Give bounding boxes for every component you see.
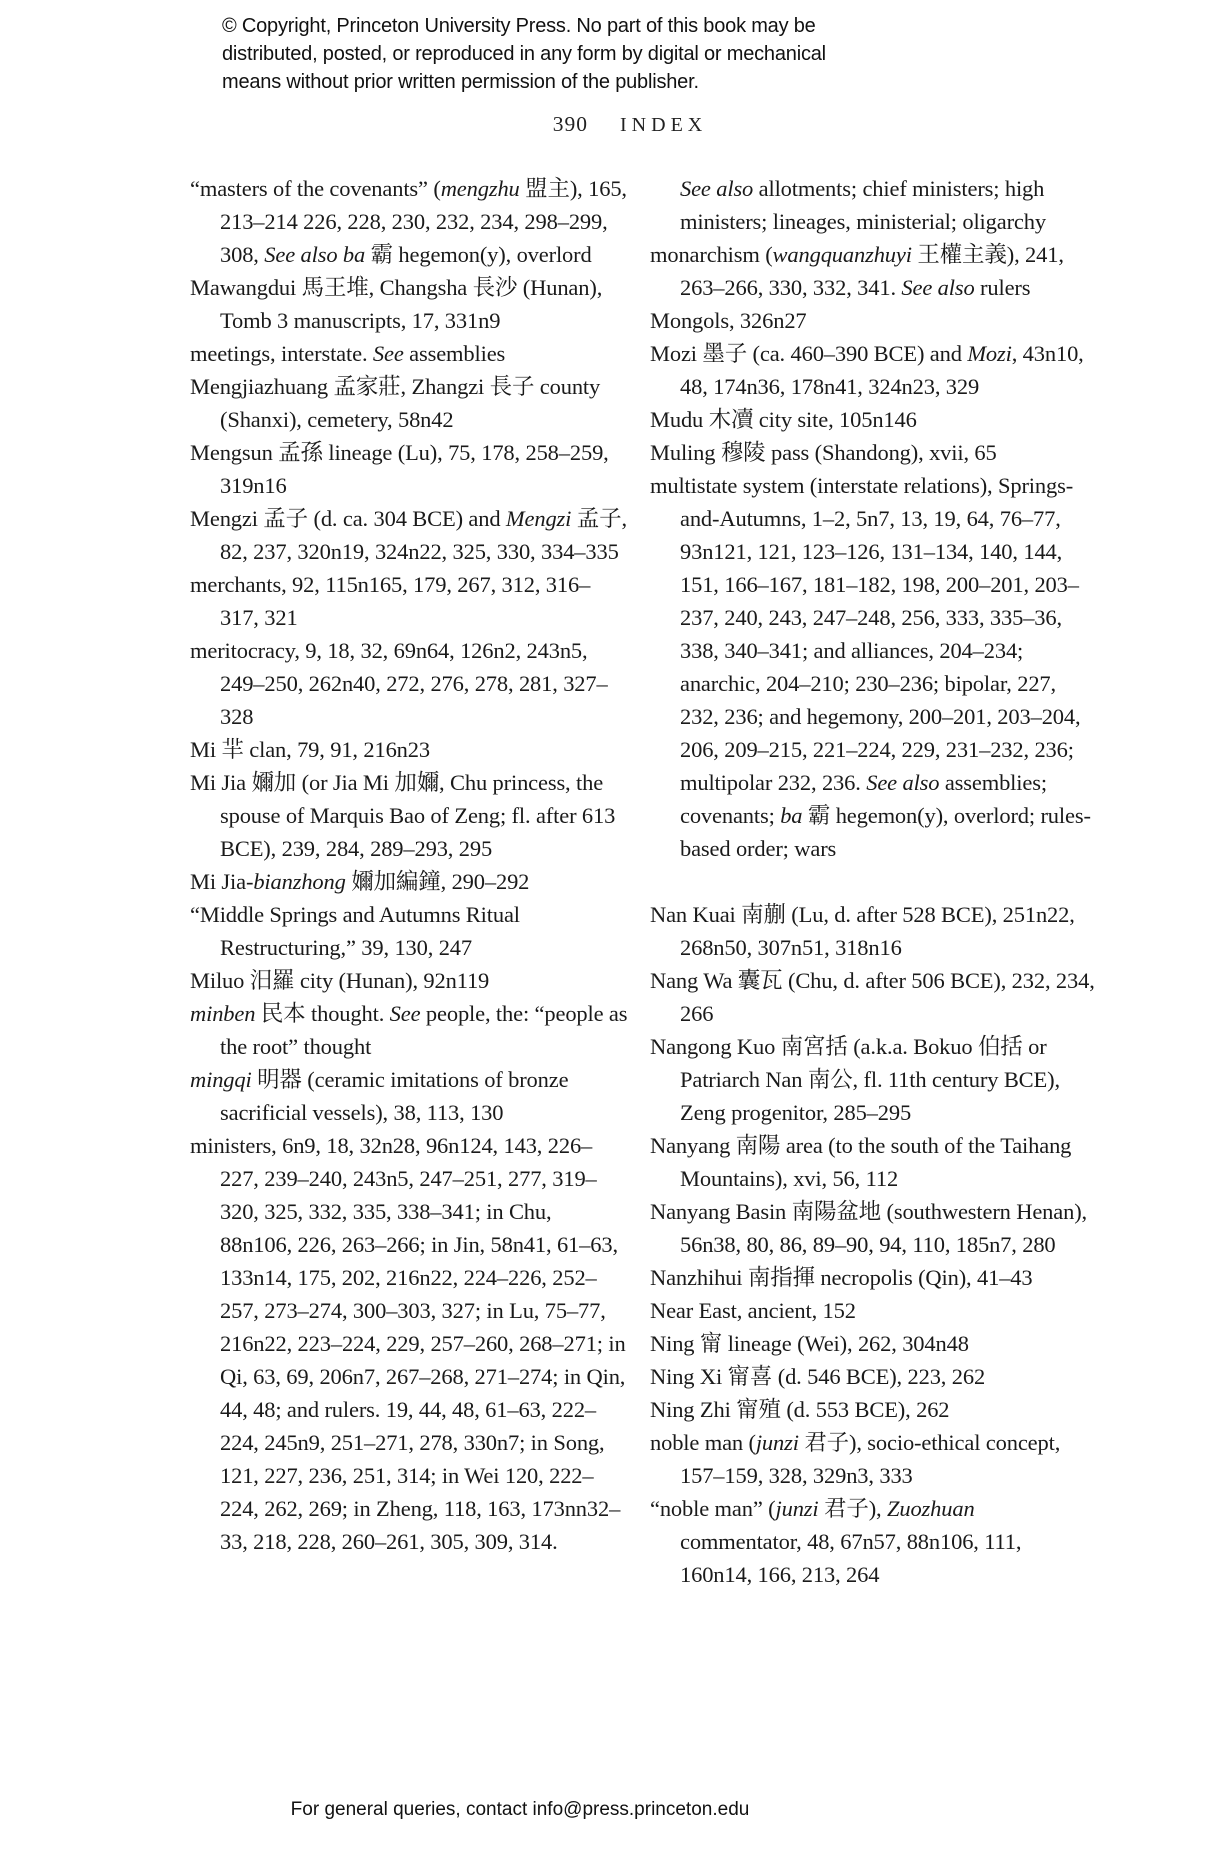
copyright-line: means without prior written permission of the publisher.: [222, 71, 699, 93]
index-entry: merchants, 92, 115n165, 179, 267, 312, 316–317, 321: [190, 572, 591, 630]
copyright-notice: [222, 12, 826, 96]
index-column-left: [190, 172, 628, 1591]
copyright-line: distributed, posted, or reproduced in any form by digital or mechanical: [222, 43, 826, 65]
index-entry: Muling 穆陵 pass (Shandong), xvii, 65: [650, 440, 997, 465]
index-entry: “Middle Springs and Autumns Ritual Restructuring,” 39, 130, 247: [190, 902, 520, 960]
index-entry: Mongols, 326n27: [650, 308, 807, 333]
index-entry: Near East, ancient, 152: [650, 1298, 856, 1323]
index-entry: monarchism (wangquanzhuyi 王權主義), 241, 263–266, 330, 332, 341. See also rulers: [650, 242, 1064, 300]
index-entry: ministers, 6n9, 18, 32n28, 96n124, 143, 226–227, 239–240, 243n5, 247–251, 277, 319–320, 325, 332, 335, 338–341; in Chu, 88n106, 226, 263–266; in Jin, 58n41, 61–63, 133n14, 175, 202, 216n22, 224–226, 252–257, 273–274, 300–303, 327; in Lu, 75–77, 216n22, 223–224, 229, 257–260, 268–271; in Qi, 63, 69, 206n7, 267–268, 271–274; in Qin, 44, 48; and rulers. 19, 44, 48, 61–63, 222–224, 245n9, 251–271, 278, 330n7; in Song, 121, 227, 236, 251, 314; in Wei 120, 222–224, 262, 269; in Zheng, 118, 163, 173nn32–33, 218, 228, 260–261, 305, 309, 314.: [190, 1133, 626, 1554]
index-entry: See also allotments; chief ministers; high ministers; lineages, ministerial; oligarchy: [680, 176, 1046, 234]
index-entry: Nangong Kuo 南宮括 (a.k.a. Bokuo 伯括 or Patriarch Nan 南公, fl. 11th century BCE), Zeng progenitor, 285–295: [650, 1034, 1060, 1125]
index-entry: Mi 羋 clan, 79, 91, 216n23: [190, 737, 430, 762]
running-head: [190, 112, 1070, 137]
index-entry: Miluo 汨羅 city (Hunan), 92n119: [190, 968, 490, 993]
index-entry: mingqi 明器 (ceramic imitations of bronze sacrificial vessels), 38, 113, 130: [190, 1067, 569, 1125]
index-entry: Mengzi 孟子 (d. ca. 304 BCE) and Mengzi 孟子, 82, 237, 320n19, 324n22, 325, 330, 334–335: [190, 506, 627, 564]
index-entry: “masters of the covenants” (mengzhu 盟主), 165, 213–214 226, 228, 230, 232, 234, 298–299, 308, See also ba 霸 hegemon(y), overlord: [190, 176, 627, 267]
index-entry: Nang Wa 囊瓦 (Chu, d. after 506 BCE), 232, 234, 266: [650, 968, 1095, 1026]
index-entry: Mengjiazhuang 孟家莊, Zhangzi 長子 county (Shanxi), cemetery, 58n42: [190, 374, 601, 432]
index-entry: “noble man” (junzi 君子), Zuozhuan commentator, 48, 67n57, 88n106, 111, 160n14, 166, 213, 264: [650, 1496, 1022, 1587]
index-entry: Nanyang 南陽 area (to the south of the Taihang Mountains), xvi, 56, 112: [650, 1133, 1072, 1191]
page-number: 390: [552, 112, 589, 136]
index-entry: Ning Xi 甯喜 (d. 546 BCE), 223, 262: [650, 1364, 986, 1389]
index-entry: Nan Kuai 南蒯 (Lu, d. after 528 BCE), 251n22, 268n50, 307n51, 318n16: [650, 902, 1075, 960]
index-entry: Mawangdui 馬王堆, Changsha 長沙 (Hunan), Tomb 3 manuscripts, 17, 331n9: [190, 275, 603, 333]
index-entry: Mudu 木凟 city site, 105n146: [650, 407, 917, 432]
index-entry: Nanzhihui 南指揮 necropolis (Qin), 41–43: [650, 1265, 1033, 1290]
section-title: INDEX: [620, 114, 708, 136]
footer-contact: For general queries, contact info@press.princeton.edu: [290, 1799, 750, 1820]
index-entry: meetings, interstate. See assemblies: [190, 341, 506, 366]
index-entry: Ning Zhi 甯殖 (d. 553 BCE), 262: [650, 1397, 950, 1422]
index-entry: Mi Jia 嬭加 (or Jia Mi 加嬭, Chu princess, the spouse of Marquis Bao of Zeng; fl. after 613 BCE), 239, 284, 289–293, 295: [190, 770, 616, 861]
index-column-right: [650, 172, 1098, 1591]
index-entry: meritocracy, 9, 18, 32, 69n64, 126n2, 243n5, 249–250, 262n40, 272, 276, 278, 281, 327–328: [190, 638, 608, 729]
index-columns: [190, 172, 1098, 1591]
index-entry: Mozi 墨子 (ca. 460–390 BCE) and Mozi, 43n10, 48, 174n36, 178n41, 324n23, 329: [650, 341, 1084, 399]
index-entry: minben 民本 thought. See people, the: “people as the root” thought: [190, 1001, 628, 1059]
index-entry: noble man (junzi 君子), socio-ethical concept, 157–159, 328, 329n3, 333: [650, 1430, 1061, 1488]
index-entry: Mi Jia-bianzhong 嬭加編鐘, 290–292: [190, 869, 530, 894]
index-entry: Ning 甯 lineage (Wei), 262, 304n48: [650, 1331, 969, 1356]
copyright-line: © Copyright, Princeton University Press. No part of this book may be: [222, 15, 816, 37]
index-entry: multistate system (interstate relations), Springs-and-Autumns, 1–2, 5n7, 13, 19, 64, 76–77, 93n121, 121, 123–126, 131–134, 140, 144, 151, 166–167, 181–182, 198, 200–201, 203–237, 240, 243, 247–248, 256, 333, 335–36, 338, 340–341; and alliances, 204–234; anarchic, 204–210; 230–236; bipolar, 227, 232, 236; and hegemony, 200–201, 203–204, 206, 209–215, 221–224, 229, 231–232, 236; multipolar 232, 236. See also assemblies; covenants; ba 霸 hegemon(y), overlord; rules-based order; wars: [650, 473, 1091, 861]
index-entry: Nanyang Basin 南陽盆地 (southwestern Henan), 56n38, 80, 86, 89–90, 94, 110, 185n7, 280: [650, 1199, 1088, 1257]
index-entry: Mengsun 孟孫 lineage (Lu), 75, 178, 258–259, 319n16: [190, 440, 609, 498]
